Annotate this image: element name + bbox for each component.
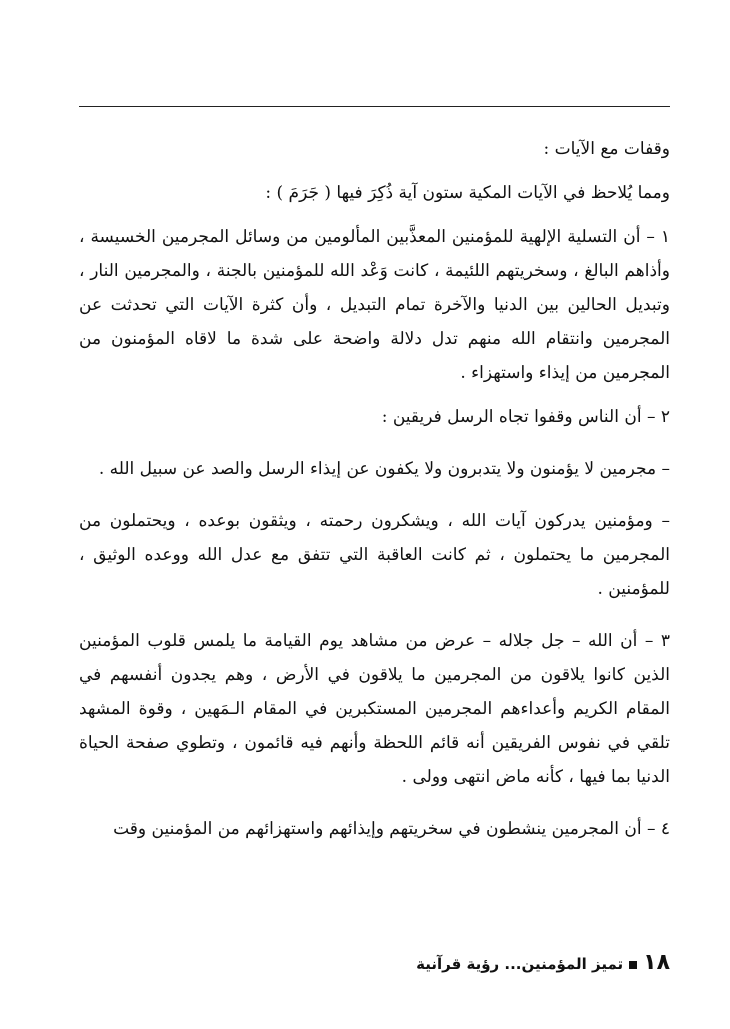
page-footer bbox=[79, 950, 670, 975]
square-bullet-icon bbox=[629, 961, 637, 969]
book-title: تميز المؤمنين... رؤية قرآنية bbox=[416, 955, 624, 973]
paragraph-2-item-a: – مجرمين لا يؤمنون ولا يتدبرون ولا يكفون عن إيذاء الرسل والصد عن سبيل الله . bbox=[98, 459, 670, 479]
paragraph-2: ٢ – أن الناس وقفوا تجاه الرسل فريقين : bbox=[381, 407, 670, 427]
paragraph-2-item-b: – ومؤمنين يدركون آيات الله ، ويشكرون رحمته ، ويثقون بوعده ، ويحتملون من المجرمين ما يحتملون ، ثم كانت العاقبة التي تتفق مع عدل الله ووعده الوثيق ، للمؤمنين . bbox=[79, 511, 670, 599]
intro-paragraph: ومما يُلاحظ في الآيات المكية ستون آية ذُكِرَ فيها ( جَرَمَ ) : bbox=[265, 183, 670, 203]
page-number: ١٨ bbox=[643, 950, 670, 975]
section-heading: وقفات مع الآيات : bbox=[543, 139, 670, 159]
paragraph-3: ٣ – أن الله – جل جلاله – عرض من مشاهد يوم القيامة ما يلمس قلوب المؤمنين الذين كانوا يلاقون من المجرمين ما يلاقون في الأرض ، وهم يجدون أنفسهم في المقام الكريم وأعداءهم المجرمين المستكبرين في المقام الـمَهين ، وقوة المشهد تلقي في نفوس الفريقين أنه قائم اللحظة وأنهم فيه قائمون ، وتطوي صفحة الحياة الدنيا بما فيها ، كأنه ماض انتهى وولى . bbox=[79, 631, 670, 787]
page-body bbox=[79, 132, 670, 846]
paragraph-4: ٤ – أن المجرمين ينشطون في سخريتهم وإيذائهم واستهزائهم من المؤمنين وقت bbox=[113, 819, 670, 839]
header-rule bbox=[79, 106, 670, 107]
paragraph-1: ١ – أن التسلية الإلهية للمؤمنين المعذَّبين المألومين من وسائل المجرمين الخسيسة ، وأذاهم البالغ ، وسخريتهم اللئيمة ، كانت وَعْد الله للمؤمنين بالجنة ، والمجرمين النار ، وتبديل الحالين بين الدنيا والآخرة تمام التبديل ، وأن كثرة الآيات التي تحدثت عن المجرمين وانتقام الله منهم تدل دلالة واضحة على شدة ما لاقاه المؤمنون من المجرمين من إيذاء واستهزاء . bbox=[79, 227, 670, 383]
